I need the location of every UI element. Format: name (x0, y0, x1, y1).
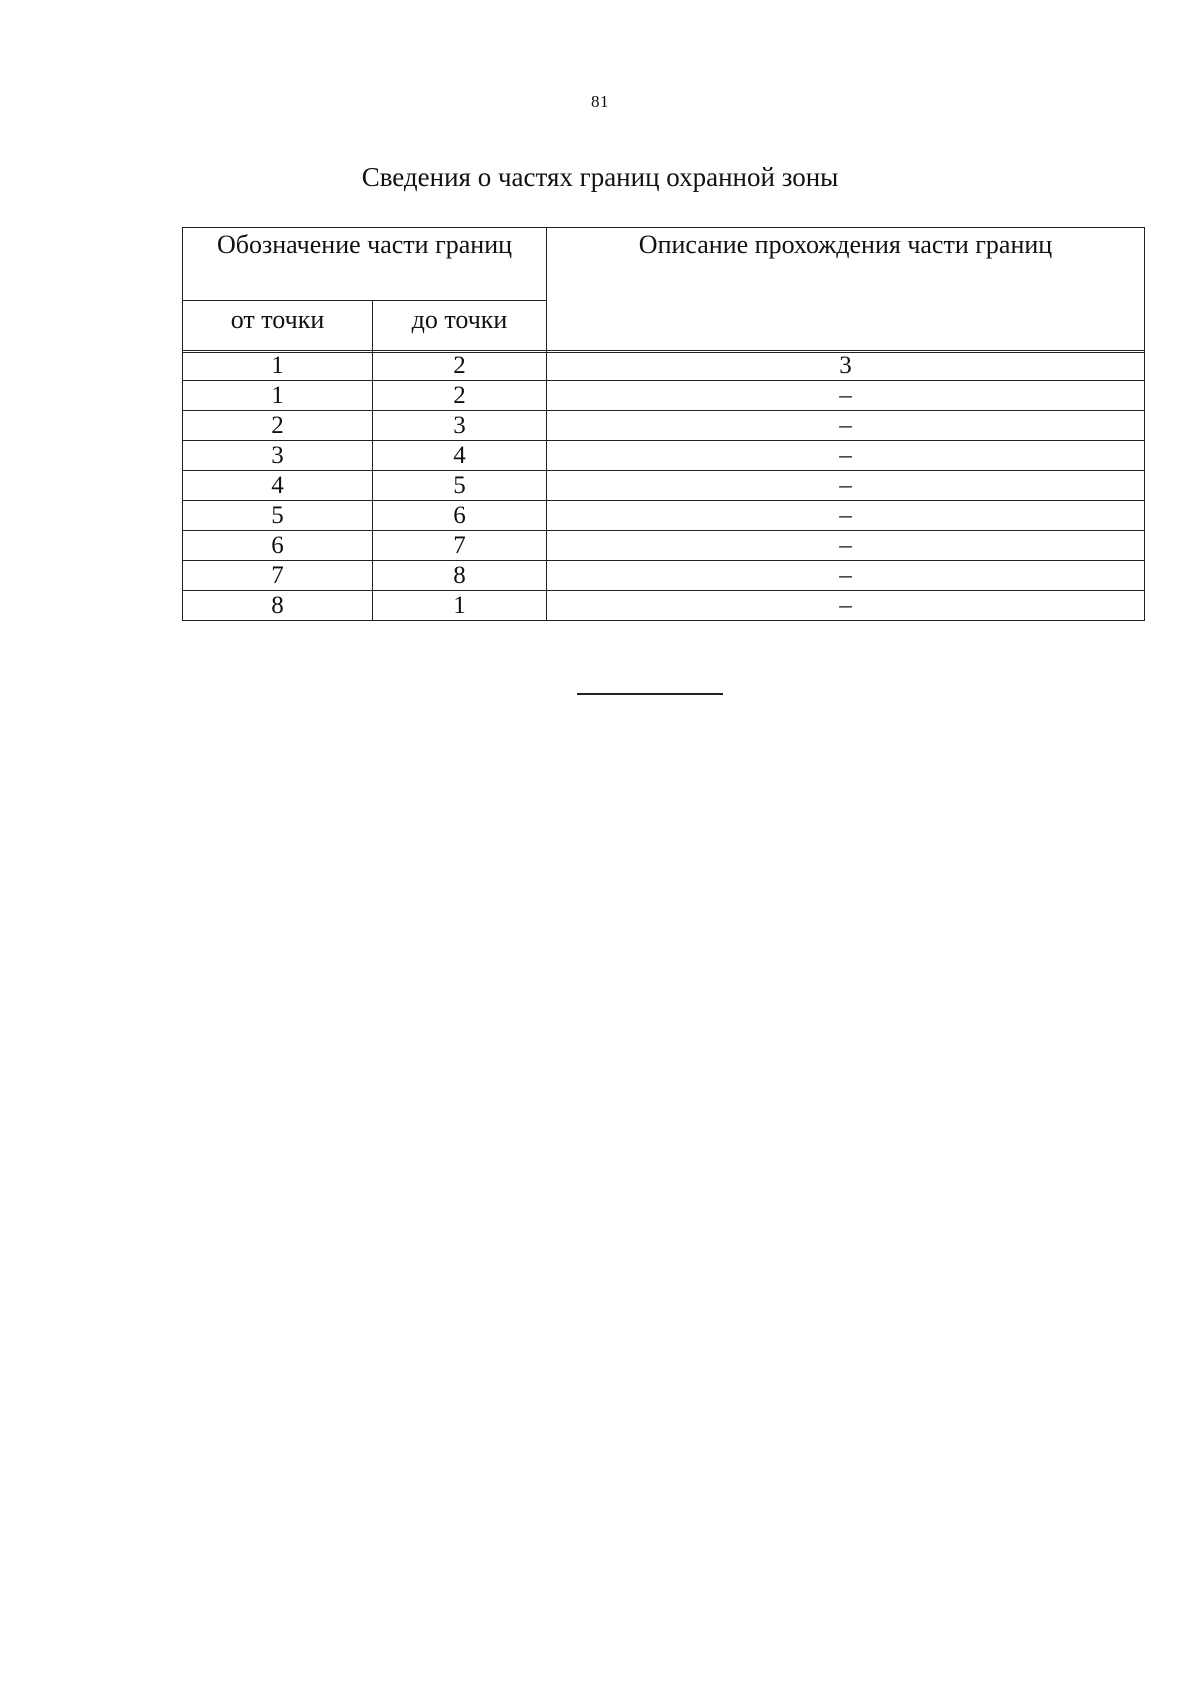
header-boundary-designation: Обозначение части границ (183, 228, 547, 301)
document-title: Сведения о частях границ охранной зоны (361, 162, 839, 192)
table-row (183, 441, 1145, 471)
to-point-cell: 4 (373, 441, 547, 471)
from-point-cell: 8 (183, 591, 373, 621)
from-point-cell: 4 (183, 471, 373, 501)
from-point-cell: 6 (183, 531, 373, 561)
table-row (183, 561, 1145, 591)
column-index-cell: 3 (547, 351, 1145, 381)
header-from-point: от точки (183, 301, 373, 353)
to-point-cell: 8 (373, 561, 547, 591)
page-number: 81 (591, 92, 609, 111)
from-point-cell: 2 (183, 411, 373, 441)
column-index-cell: 2 (373, 351, 547, 381)
description-cell: – (547, 411, 1145, 441)
boundary-table-header (182, 227, 1145, 353)
description-cell: – (547, 531, 1145, 561)
to-point-cell: 7 (373, 531, 547, 561)
table-row (183, 501, 1145, 531)
end-of-section-rule (577, 693, 723, 695)
from-point-cell: 5 (183, 501, 373, 531)
description-cell: – (547, 381, 1145, 411)
from-point-cell: 3 (183, 441, 373, 471)
description-cell: – (547, 501, 1145, 531)
column-index-row (183, 351, 1145, 381)
to-point-cell: 1 (373, 591, 547, 621)
to-point-cell: 6 (373, 501, 547, 531)
to-point-cell: 2 (373, 381, 547, 411)
table-row (183, 411, 1145, 441)
header-to-point: до точки (373, 301, 547, 353)
to-point-cell: 3 (373, 411, 547, 441)
boundary-table-body (182, 350, 1145, 621)
table-row (183, 381, 1145, 411)
from-point-cell: 1 (183, 381, 373, 411)
description-cell: – (547, 471, 1145, 501)
description-cell: – (547, 561, 1145, 591)
column-index-cell: 1 (183, 351, 373, 381)
from-point-cell: 7 (183, 561, 373, 591)
description-cell: – (547, 441, 1145, 471)
description-cell: – (547, 591, 1145, 621)
table-row (183, 531, 1145, 561)
header-boundary-description: Описание прохождения части границ (547, 228, 1145, 353)
table-row (183, 591, 1145, 621)
to-point-cell: 5 (373, 471, 547, 501)
table-row (183, 471, 1145, 501)
